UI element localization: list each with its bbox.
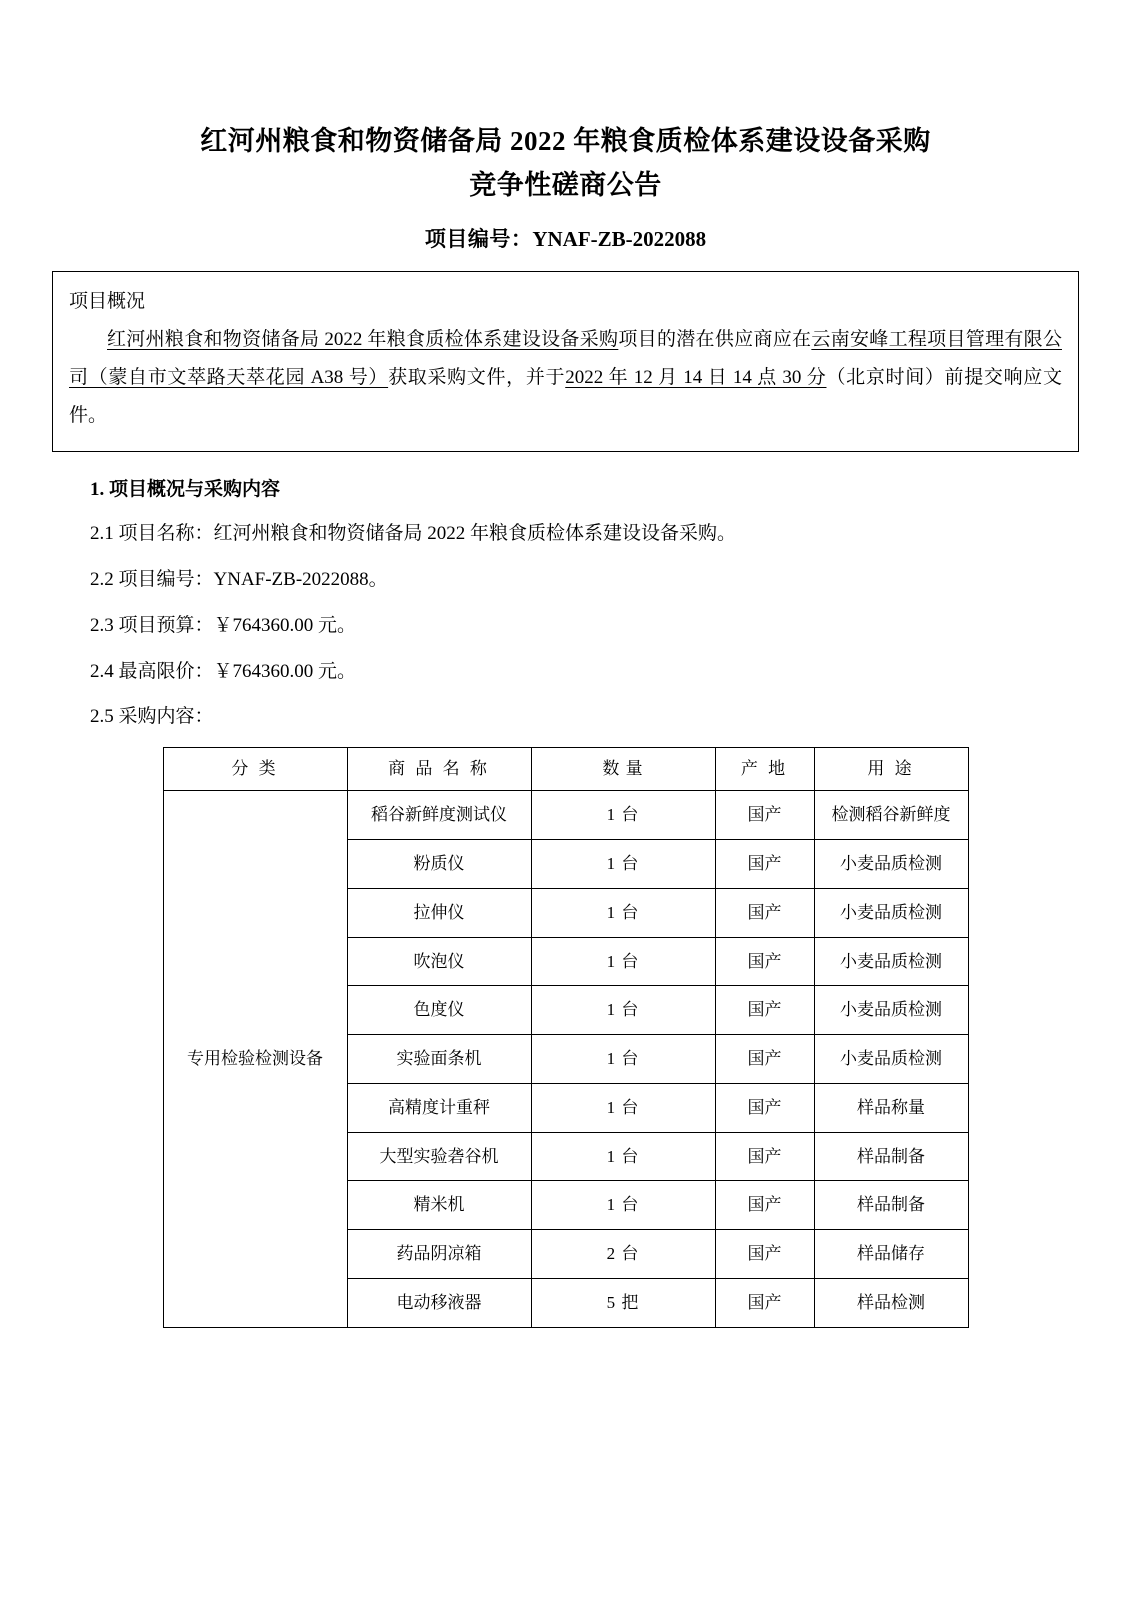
- cell-origin: 国产: [715, 937, 814, 986]
- cell-origin: 国产: [715, 1181, 814, 1230]
- project-overview-box: [52, 271, 1079, 451]
- overview-deadline: 2022 年 12 月 14 日 14 点 30 分: [565, 366, 827, 388]
- header-quantity: 数 量: [531, 748, 715, 791]
- cell-category: 专用检验检测设备: [163, 791, 347, 1328]
- cell-origin: 国产: [715, 1230, 814, 1279]
- cell-origin: 国产: [715, 1083, 814, 1132]
- header-use: 用 途: [814, 748, 968, 791]
- cell-origin: 国产: [715, 986, 814, 1035]
- cell-quantity: 1 台: [531, 1083, 715, 1132]
- cell-use: 小麦品质检测: [814, 888, 968, 937]
- section-item-2-3: 2.3 项目预算：￥764360.00 元。: [90, 614, 357, 636]
- overview-body: [69, 321, 1062, 435]
- procurement-table: [163, 747, 969, 1328]
- overview-label: 项目概况: [69, 291, 146, 313]
- title-line-1: 红河州粮食和物资储备局 2022 年粮食质检体系建设设备采购: [200, 126, 931, 156]
- cell-product-name: 药品阴凉箱: [347, 1230, 531, 1279]
- cell-use: 小麦品质检测: [814, 839, 968, 888]
- cell-quantity: 1 台: [531, 791, 715, 840]
- table-body: [163, 791, 968, 1328]
- cell-use: 小麦品质检测: [814, 937, 968, 986]
- cell-quantity: 1 台: [531, 1181, 715, 1230]
- cell-use: 样品称量: [814, 1083, 968, 1132]
- cell-quantity: 1 台: [531, 1132, 715, 1181]
- cell-quantity: 5 把: [531, 1279, 715, 1328]
- overview-text-2: 项目的潜在供应商应在: [618, 328, 812, 350]
- cell-use: 样品制备: [814, 1181, 968, 1230]
- cell-product-name: 吹泡仪: [347, 937, 531, 986]
- project-code: [52, 223, 1079, 253]
- cell-use: 小麦品质检测: [814, 1035, 968, 1084]
- page-title: [52, 120, 1079, 207]
- header-product-name: 商 品 名 称: [347, 748, 531, 791]
- cell-product-name: 稻谷新鲜度测试仪: [347, 791, 531, 840]
- cell-product-name: 电动移液器: [347, 1279, 531, 1328]
- cell-use: 样品储存: [814, 1230, 968, 1279]
- cell-product-name: 精米机: [347, 1181, 531, 1230]
- header-origin: 产 地: [715, 748, 814, 791]
- title-line-2: 竞争性磋商公告: [469, 169, 662, 200]
- cell-quantity: 1 台: [531, 888, 715, 937]
- cell-origin: 国产: [715, 1279, 814, 1328]
- table-row: [163, 791, 968, 840]
- cell-quantity: 1 台: [531, 1035, 715, 1084]
- cell-quantity: 1 台: [531, 937, 715, 986]
- project-code-value: YNAF-ZB-2022088: [532, 227, 707, 252]
- cell-product-name: 大型实验砻谷机: [347, 1132, 531, 1181]
- overview-text-4: 获取采购文件，并于: [388, 366, 566, 388]
- overview-text-6: （北京时间）前提交响应文件。: [69, 366, 1062, 426]
- cell-product-name: 高精度计重秤: [347, 1083, 531, 1132]
- section-item-2-1: 2.1 项目名称：红河州粮食和物资储备局 2022 年粮食质检体系建设设备采购。: [90, 522, 737, 544]
- cell-product-name: 色度仪: [347, 986, 531, 1035]
- cell-quantity: 1 台: [531, 839, 715, 888]
- section-item-2-2: 2.2 项目编号：YNAF-ZB-2022088。: [90, 568, 388, 590]
- cell-use: 样品检测: [814, 1279, 968, 1328]
- cell-use: 检测稻谷新鲜度: [814, 791, 968, 840]
- cell-use: 样品制备: [814, 1132, 968, 1181]
- cell-origin: 国产: [715, 888, 814, 937]
- cell-quantity: 1 台: [531, 986, 715, 1035]
- table-header-row: [163, 748, 968, 791]
- cell-origin: 国产: [715, 839, 814, 888]
- project-code-label: 项目编号：: [424, 227, 533, 252]
- header-category: 分 类: [163, 748, 347, 791]
- section-item-2-5: 2.5 采购内容：: [90, 706, 214, 728]
- cell-use: 小麦品质检测: [814, 986, 968, 1035]
- cell-product-name: 实验面条机: [347, 1035, 531, 1084]
- section-item-2-4: 2.4 最高限价：￥764360.00 元。: [90, 660, 357, 682]
- cell-origin: 国产: [715, 1035, 814, 1084]
- cell-origin: 国产: [715, 1132, 814, 1181]
- overview-project-name: 红河州粮食和物资储备局 2022 年粮食质检体系建设设备采购: [107, 328, 619, 350]
- cell-origin: 国产: [715, 791, 814, 840]
- overview-agency-address: 云南安峰工程项目管理有限公司（蒙自市文萃路天萃花园 A38 号）: [69, 328, 1062, 388]
- cell-quantity: 2 台: [531, 1230, 715, 1279]
- cell-product-name: 拉伸仪: [347, 888, 531, 937]
- cell-product-name: 粉质仪: [347, 839, 531, 888]
- section-heading-1: 1. 项目概况与采购内容: [90, 478, 281, 500]
